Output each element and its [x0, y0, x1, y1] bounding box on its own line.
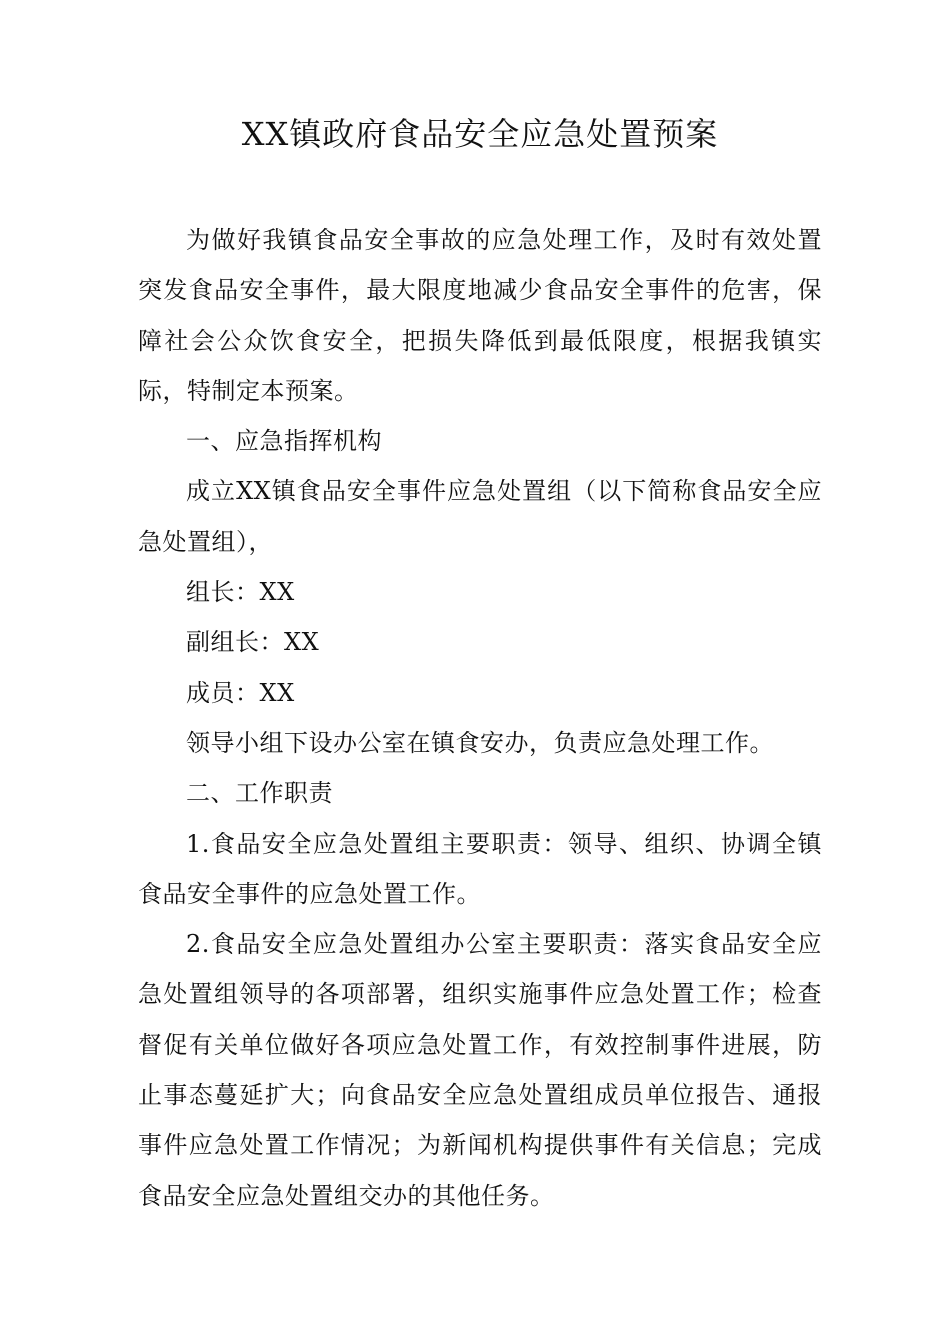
document-page [138, 0, 822, 1221]
paragraph-duty-2: 2.食品安全应急处置组办公室主要职责：落实食品安全应急处置组领导的各项部署，组织实施事件应急处置工作；检查督促有关单位做好各项应急处置工作，有效控制事件进展，防止事态蔓延扩大；向食品安全应急处置组成员单位报告、通报事件应急处置工作情况；为新闻机构提供事件有关信息；完成食品安全应急处置组交办的其他任务。 [138, 930, 822, 1210]
paragraph-duty-1: 1.食品安全应急处置组主要职责：领导、组织、协调全镇食品安全事件的应急处置工作。 [138, 829, 822, 908]
intro-paragraph: 为做好我镇食品安全事故的应急处理工作，及时有效处置突发食品安全事件，最大限度地减少食品安全事件的危害，保障社会公众饮食安全，把损失降低到最低限度，根据我镇实际，特制定本预案。 [138, 226, 822, 405]
paragraph-office: 领导小组下设办公室在镇食安办，负责应急处理工作。 [186, 728, 774, 757]
section-heading-duties: 二、工作职责 [186, 779, 333, 808]
paragraph-leader: 组长：XX [186, 578, 295, 607]
section-heading-command: 一、应急指挥机构 [186, 427, 382, 456]
paragraph-establish-group: 成立XX镇食品安全事件应急处置组（以下简称食品安全应急处置组）， [138, 477, 822, 556]
paragraph-members: 成员：XX [186, 678, 295, 707]
paragraph-deputy-leader: 副组长：XX [186, 628, 320, 657]
document-body [138, 215, 822, 1221]
document-title: XX镇政府食品安全应急处置预案 [241, 115, 719, 153]
